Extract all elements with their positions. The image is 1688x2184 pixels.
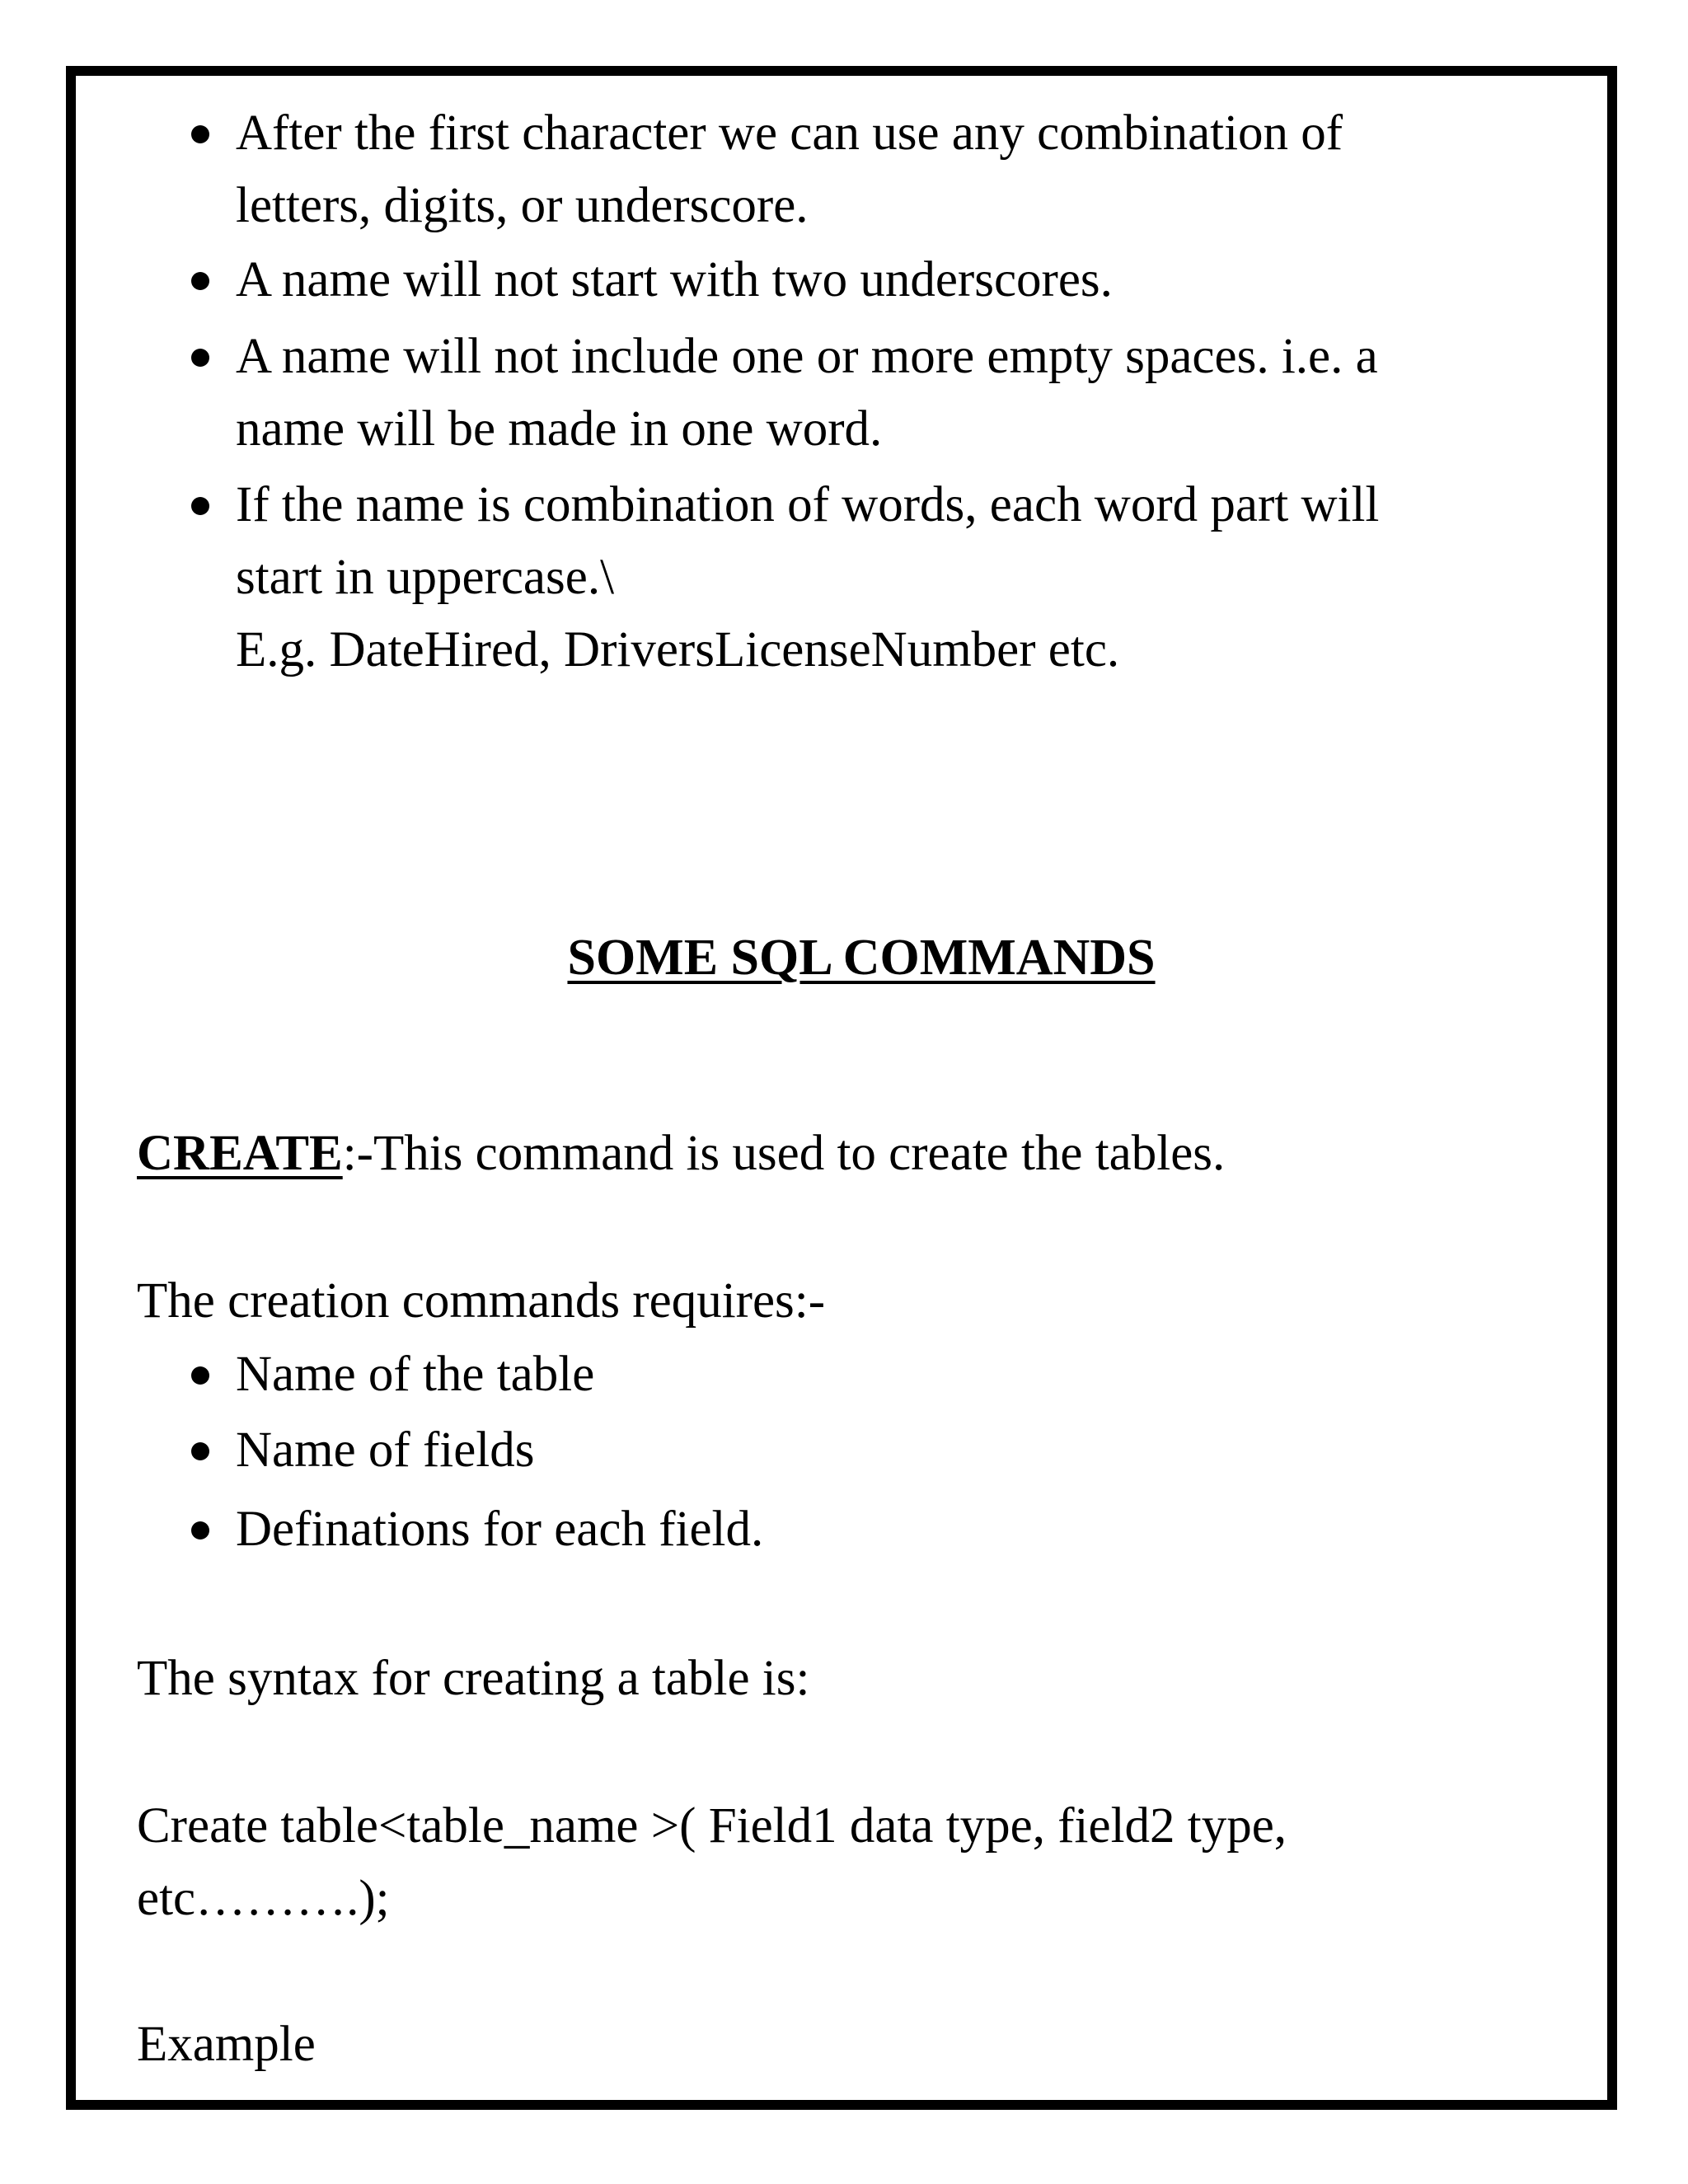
naming-rule-4-line-2: start in uppercase.\: [236, 550, 615, 605]
create-term: CREATE: [137, 1126, 343, 1181]
create-definition: [137, 1118, 1225, 1190]
naming-rule-3-line-1: A name will not include one or more empty spaces. i.e. a: [236, 329, 1378, 384]
requirement-item-2: Name of fields: [236, 1422, 535, 1478]
bullet-icon: [191, 497, 209, 515]
syntax-line-1: Create table<table_name >( Field1 data type, field2 type,: [137, 1798, 1287, 1854]
bullet-icon: [191, 1521, 209, 1540]
bullet-icon: [191, 349, 209, 367]
example-label: Example: [137, 2017, 316, 2072]
requirements-intro: The creation commands requires:-: [137, 1273, 826, 1329]
naming-rule-2-line-1: A name will not start with two underscores.: [236, 252, 1113, 307]
section-heading: SOME SQL COMMANDS: [567, 930, 1156, 986]
syntax-intro: The syntax for creating a table is:: [137, 1651, 810, 1706]
create-description: :-This command is used to create the tables.: [342, 1126, 1226, 1181]
bullet-icon: [191, 1442, 209, 1460]
syntax-line-2: etc……….);: [137, 1871, 390, 1926]
requirement-item-3: Definations for each field.: [236, 1502, 764, 1557]
requirement-item-1: Name of the table: [236, 1347, 595, 1402]
naming-rule-4-line-3: E.g. DateHired, DriversLicenseNumber etc.: [236, 622, 1120, 677]
naming-rule-1-line-1: After the first character we can use any combination of: [236, 105, 1343, 161]
bullet-icon: [191, 125, 209, 143]
naming-rule-3-line-2: name will be made in one word.: [236, 401, 883, 457]
bullet-icon: [191, 272, 209, 290]
naming-rule-4-line-1: If the name is combination of words, each word part will: [236, 477, 1380, 532]
naming-rule-1-line-2: letters, digits, or underscore.: [236, 178, 809, 233]
bullet-icon: [191, 1366, 209, 1385]
